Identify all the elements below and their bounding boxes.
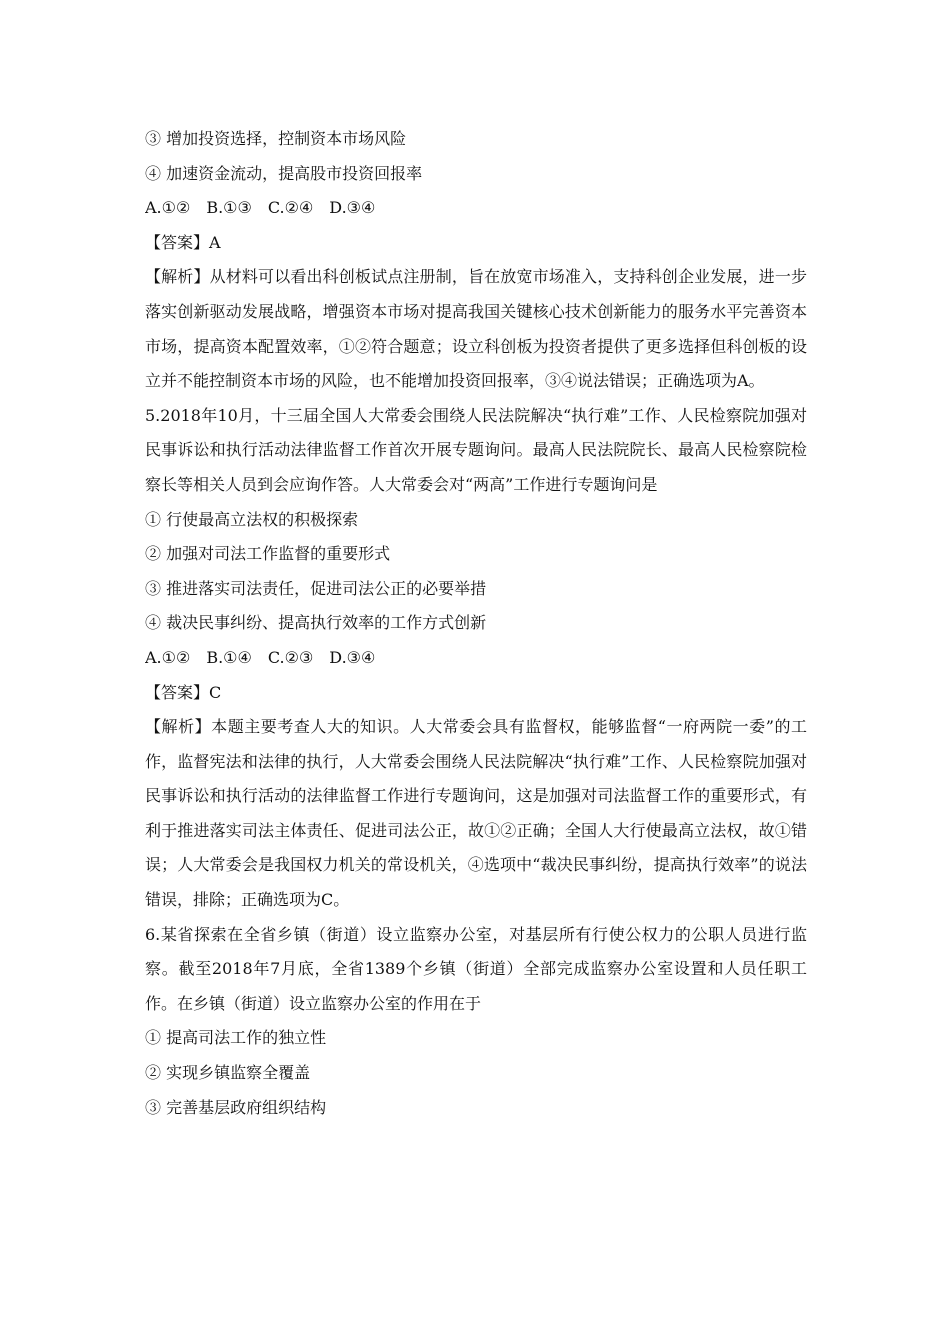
q5-stem: 5.2018年10月，十三届全国人大常委会围绕人民法院解决“执行难”工作、人民检察院加强对民事诉讼和执行活动法律监督工作首次开展专题询问。最高人民法院院长、最高人民检察院检察长等相关人员到会应询作答。人大常委会对“两高”工作进行专题询问是	[145, 405, 807, 494]
q6-stem: 6.某省探索在全省乡镇（街道）设立监察办公室，对基层所有行使公权力的公职人员进行监察。截至2018年7月底，全省1389个乡镇（街道）全部完成监察办公室设置和人员任职工作。在乡镇（街道）设立监察办公室的作用在于	[145, 924, 807, 1013]
analysis-text: 从材料可以看出科创板试点注册制，旨在放宽市场准入，支持科创企业发展，进一步落实创新驱动发展战略，增强资本市场对提高我国关键核心技术创新能力的服务水平完善资本市场，提高资本配置效率，①②符合题意；设立科创板为投资者提供了更多选择但科创板的设立并不能控制资本市场的风险，也不能增加投资回报率，③④说法错误；正确选项为A。	[145, 267, 807, 391]
q5-analysis	[145, 710, 807, 918]
q4-answer	[145, 226, 807, 261]
q5-option-3: ③ 推进落实司法责任，促进司法公正的必要举措	[145, 578, 487, 598]
document-page	[145, 122, 807, 1125]
answer-tag: 【答案】	[145, 682, 210, 702]
answer-value: C	[209, 682, 222, 702]
analysis-tag: 【解析】	[145, 267, 210, 287]
q4-analysis	[145, 260, 807, 398]
q6-option-1: ① 提高司法工作的独立性	[145, 1028, 327, 1048]
q4-choices: A.①② B.①③ C.②④ D.③④	[145, 198, 376, 218]
q4-option-3: ③ 增加投资选择，控制资本市场风险	[145, 129, 407, 148]
q6-option-3: ③ 完善基层政府组织结构	[145, 1097, 327, 1117]
analysis-tag: 【解析】	[145, 717, 212, 737]
q5-choices: A.①② B.①④ C.②③ D.③④	[145, 647, 376, 667]
analysis-text: 本题主要考查人大的知识。人大常委会具有监督权，能够监督“一府两院一委”的工作，监督宪法和法律的执行，人大常委会围绕人民法院解决“执行难”工作、人民检察院加强对民事诉讼和执行活动的法律监督工作进行专题询问，这是加强对司法监督工作的重要形式，有利于推进落实司法主体责任、促进司法公正，故①②正确；全国人大行使最高立法权，故①错误；人大常委会是我国权力机关的常设机关，④选项中“裁决民事纠纷，提高执行效率”的说法错误，排除；正确选项为C。	[145, 717, 807, 910]
q6-option-2: ② 实现乡镇监察全覆盖	[145, 1063, 311, 1083]
answer-value: A	[209, 232, 221, 252]
q4-option-4: ④ 加速资金流动，提高股市投资回报率	[145, 163, 423, 183]
q5-option-2: ② 加强对司法工作监督的重要形式	[145, 544, 391, 564]
q5-answer	[145, 676, 807, 711]
q5-option-4: ④ 裁决民事纠纷、提高执行效率的工作方式创新	[145, 613, 487, 633]
answer-tag: 【答案】	[145, 232, 210, 252]
q5-option-1: ① 行使最高立法权的积极探索	[145, 509, 359, 529]
